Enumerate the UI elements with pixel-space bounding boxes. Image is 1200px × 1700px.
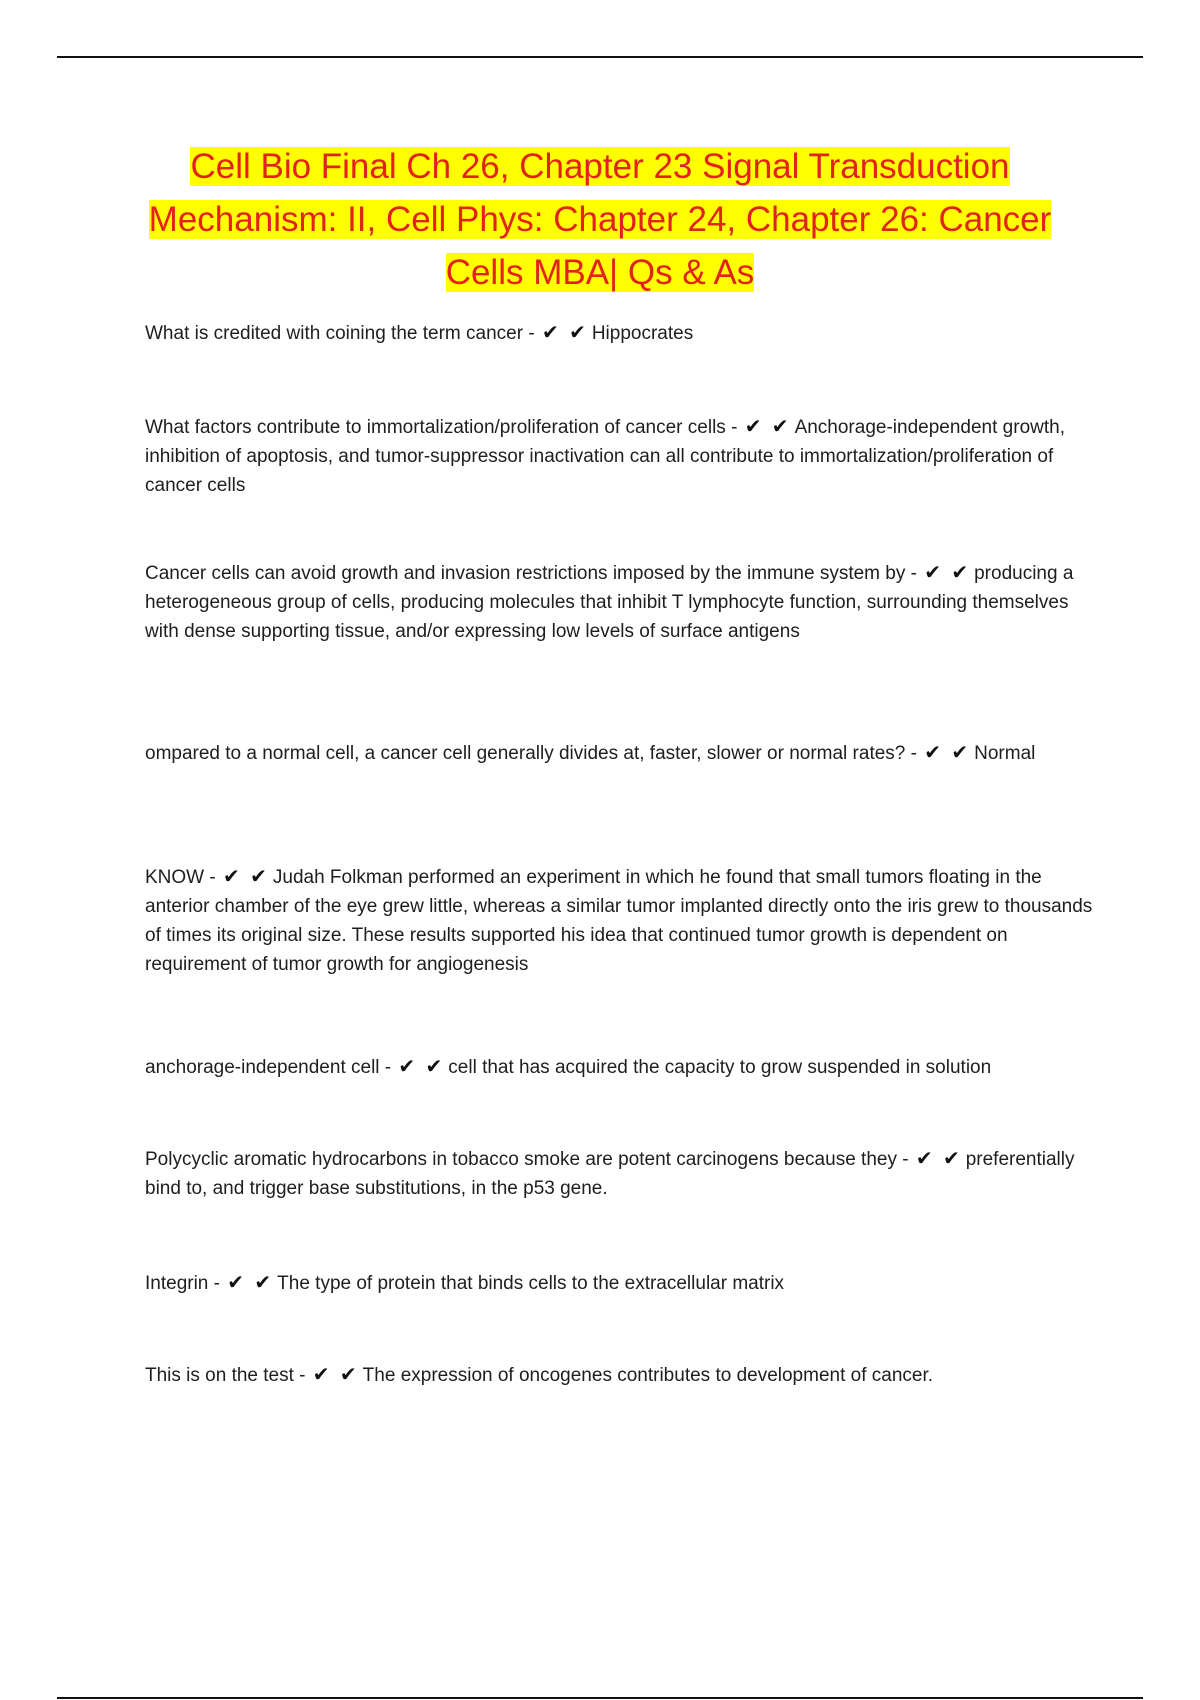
- question-text: Cancer cells can avoid growth and invasion restrictions imposed by the immune system by -: [145, 563, 917, 584]
- title-block: [120, 140, 1080, 299]
- answer-text: producing a heterogeneous group of cells, producing molecules that inhibit T lymphocyte function, surrounding themselves with dense supporting tissue, and/or expressing low levels of surface antigens: [145, 563, 1074, 642]
- qa-item: [145, 1268, 1095, 1298]
- answer-text: cell that has acquired the capacity to grow suspended in solution: [448, 1057, 992, 1078]
- question-text: KNOW -: [145, 867, 216, 888]
- double-check-icon: ✔ ✔: [398, 1054, 445, 1078]
- bottom-rule: [57, 1697, 1143, 1699]
- qa-item: [145, 738, 1095, 768]
- qa-item: [145, 1052, 1095, 1082]
- answer-text: preferentially bind to, and trigger base substitutions, in the p53 gene.: [145, 1149, 1075, 1199]
- qa-item: [145, 318, 1095, 348]
- answer-text: Hippocrates: [591, 323, 694, 344]
- answer-text: The type of protein that binds cells to the extracellular matrix: [277, 1273, 785, 1294]
- top-rule: [57, 56, 1143, 58]
- question-text: anchorage-independent cell -: [145, 1057, 392, 1078]
- question-text: Integrin -: [145, 1273, 220, 1294]
- qa-item: [145, 862, 1095, 979]
- double-check-icon: ✔ ✔: [915, 1146, 962, 1170]
- qa-item: [145, 1360, 1095, 1390]
- question-text: What factors contribute to immortalization/proliferation of cancer cells -: [145, 417, 738, 438]
- question-text: This is on the test -: [145, 1365, 306, 1386]
- double-check-icon: ✔ ✔: [541, 320, 588, 344]
- qa-item: [145, 558, 1095, 646]
- double-check-icon: ✔ ✔: [227, 1270, 274, 1294]
- qa-item: [145, 1144, 1095, 1203]
- double-check-icon: ✔ ✔: [924, 740, 971, 764]
- double-check-icon: ✔ ✔: [924, 560, 971, 584]
- answer-text: Anchorage-independent growth, inhibition of apoptosis, and tumor-suppressor inactivation can all contribute to immortalization/proliferation of cancer cells: [145, 417, 1065, 496]
- double-check-icon: ✔ ✔: [223, 864, 269, 888]
- question-text: Polycyclic aromatic hydrocarbons in tobacco smoke are potent carcinogens because they -: [145, 1149, 909, 1170]
- double-check-icon: ✔ ✔: [312, 1362, 359, 1386]
- answer-text: The expression of oncogenes contributes to development of cancer.: [362, 1365, 934, 1386]
- qa-item: [145, 412, 1095, 500]
- answer-text: Judah Folkman performed an experiment in which he found that small tumors floating in the anterior chamber of the eye grew little, whereas a similar tumor implanted directly onto the iris grew to thousands of times its original size. These results supported his idea that continued tumor growth is dependent on requirement of tumor growth for angiogenesis: [145, 867, 1093, 975]
- document-title: Cell Bio Final Ch 26, Chapter 23 Signal Transduction Mechanism: II, Cell Phys: Chapter 24, Chapter 26: Cancer Cells MBA| Qs & As: [148, 147, 1052, 292]
- question-text: What is credited with coining the term cancer -: [145, 323, 535, 344]
- question-text: ompared to a normal cell, a cancer cell generally divides at, faster, slower or normal rates? -: [145, 743, 917, 764]
- double-check-icon: ✔ ✔: [744, 414, 791, 438]
- answer-text: Normal: [974, 743, 1036, 764]
